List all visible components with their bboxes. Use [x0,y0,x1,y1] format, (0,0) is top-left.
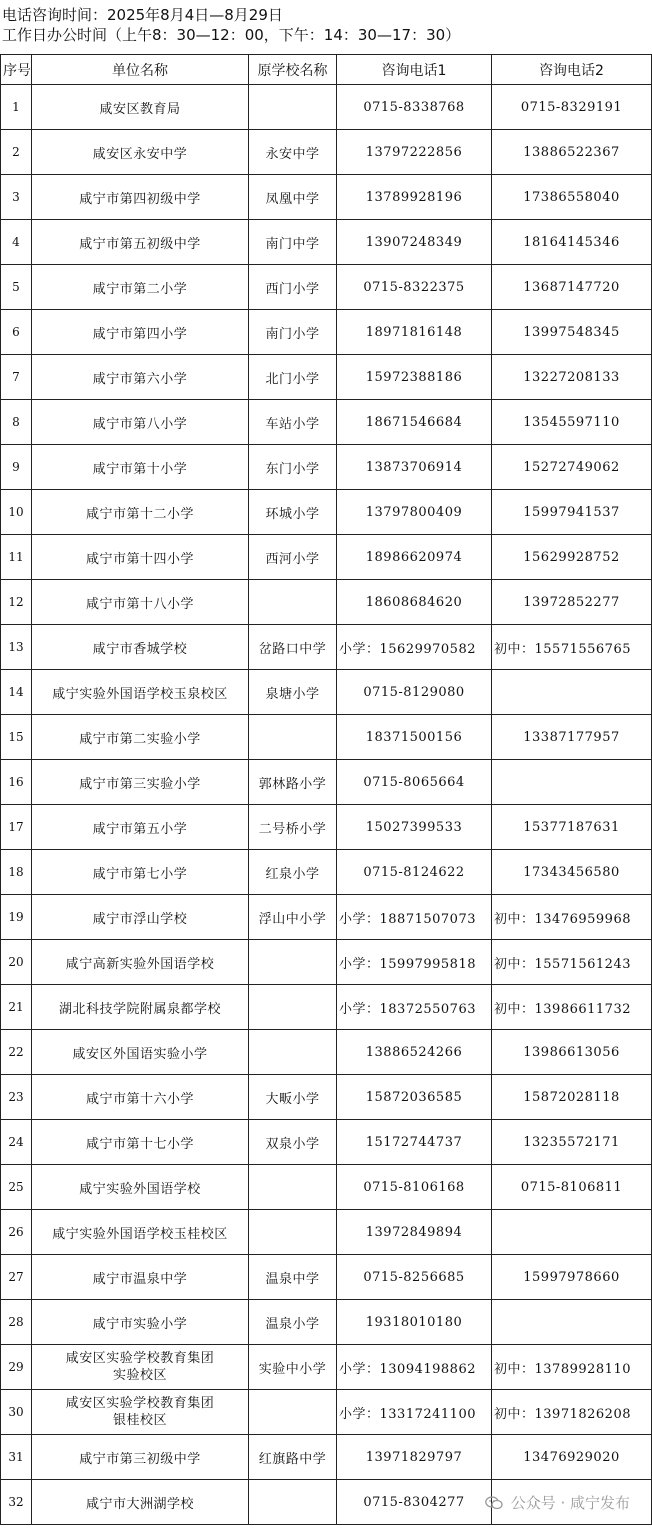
watermark [485,1492,630,1513]
row-seq: 14 [1,670,32,715]
row-seq: 10 [1,490,32,535]
row-seq: 20 [1,940,32,985]
row-unit-name: 咸宁市第二实验小学 [32,715,249,760]
row-original-school: 南门小学 [249,310,337,355]
row-phone-1: 小学：13094198862 [337,1345,492,1390]
row-seq: 22 [1,1030,32,1075]
row-phone-2: 0715-8329191 [492,85,652,130]
row-unit-name: 咸宁市第三初级中学 [32,1435,249,1480]
row-original-school: 西河小学 [249,535,337,580]
row-seq: 11 [1,535,32,580]
row-seq: 18 [1,850,32,895]
row-phone-2: 初中：13971826208 [492,1390,652,1435]
table-header-row [1,55,652,85]
row-unit-name: 咸宁实验外国语学校玉桂校区 [32,1210,249,1255]
row-unit-name: 咸宁实验外国语学校玉泉校区 [32,670,249,715]
row-unit-name: 咸宁市第二小学 [32,265,249,310]
row-phone-2: 初中：13476959968 [492,895,652,940]
row-phone-1: 13886524266 [337,1030,492,1075]
row-phone-2: 初中：13789928110 [492,1345,652,1390]
table-row [1,265,652,310]
row-original-school: 温泉小学 [249,1300,337,1345]
row-original-school: 红泉小学 [249,850,337,895]
row-phone-1: 0715-8322375 [337,265,492,310]
col-header-seq: 序号 [1,55,32,85]
row-phone-1: 0715-8338768 [337,85,492,130]
row-phone-1: 0715-8106168 [337,1165,492,1210]
row-phone-1: 13797222856 [337,130,492,175]
row-unit-name: 咸宁市第十小学 [32,445,249,490]
row-seq: 12 [1,580,32,625]
row-phone-1: 小学：15629970582 [337,625,492,670]
row-phone-1: 小学：13317241100 [337,1390,492,1435]
row-phone-2: 17343456580 [492,850,652,895]
table-row [1,1030,652,1075]
row-seq: 26 [1,1210,32,1255]
row-unit-name: 咸安区永安中学 [32,130,249,175]
row-unit-name: 咸宁市第三实验小学 [32,760,249,805]
row-phone-1: 0715-8304277 [337,1480,492,1525]
row-phone-2: 18164145346 [492,220,652,265]
table-row [1,220,652,265]
row-seq: 21 [1,985,32,1030]
row-seq: 4 [1,220,32,265]
row-original-school: 大畈小学 [249,1075,337,1120]
table-row [1,1300,652,1345]
row-original-school [249,1165,337,1210]
table-row [1,1255,652,1300]
row-unit-name: 咸宁市香城学校 [32,625,249,670]
row-unit-name: 咸宁市第六小学 [32,355,249,400]
table-row [1,850,652,895]
row-original-school: 环城小学 [249,490,337,535]
row-original-school: 实验中小学 [249,1345,337,1390]
row-unit-name: 咸安区教育局 [32,85,249,130]
row-original-school: 车站小学 [249,400,337,445]
row-unit-name: 咸宁市大洲湖学校 [32,1480,249,1525]
row-phone-1: 0715-8065664 [337,760,492,805]
row-unit-name: 咸安区实验学校教育集团 银桂校区 [32,1390,249,1435]
row-phone-2: 15997941537 [492,490,652,535]
row-phone-1: 13907248349 [337,220,492,265]
table-row [1,895,652,940]
consult-time-line: 电话咨询时间：2025年8月4日—8月29日 [2,6,283,24]
row-phone-2 [492,1210,652,1255]
row-unit-name: 咸宁市第五初级中学 [32,220,249,265]
row-original-school: 温泉中学 [249,1255,337,1300]
row-unit-name: 咸宁市实验小学 [32,1300,249,1345]
row-seq: 13 [1,625,32,670]
row-original-school [249,1210,337,1255]
row-seq: 16 [1,760,32,805]
row-seq: 31 [1,1435,32,1480]
table-row [1,1210,652,1255]
row-original-school: 北门小学 [249,355,337,400]
row-phone-1: 0715-8256685 [337,1255,492,1300]
row-original-school [249,715,337,760]
table-row [1,535,652,580]
row-original-school: 岔路口中学 [249,625,337,670]
row-phone-2: 13972852277 [492,580,652,625]
row-phone-2: 15997978660 [492,1255,652,1300]
row-unit-name: 咸宁市第十二小学 [32,490,249,535]
row-phone-2: 15272749062 [492,445,652,490]
row-original-school: 郭林路小学 [249,760,337,805]
row-phone-2: 13545597110 [492,400,652,445]
row-seq: 32 [1,1480,32,1525]
row-phone-1: 小学：15997995818 [337,940,492,985]
col-header-unit: 单位名称 [32,55,249,85]
row-unit-name: 咸安区外国语实验小学 [32,1030,249,1075]
row-phone-2 [492,1300,652,1345]
table-row [1,310,652,355]
col-header-phone-1: 咨询电话1 [337,55,492,85]
row-unit-name: 咸宁市第十四小学 [32,535,249,580]
table-row [1,1075,652,1120]
row-seq: 6 [1,310,32,355]
wechat-icon [485,1496,503,1510]
row-unit-name: 咸宁市第七小学 [32,850,249,895]
row-phone-1: 18986620974 [337,535,492,580]
row-original-school [249,940,337,985]
row-original-school [249,1030,337,1075]
col-header-phone-2: 咨询电话2 [492,55,652,85]
row-phone-2: 初中：15571561243 [492,940,652,985]
row-original-school [249,1390,337,1435]
row-phone-2: 15377187631 [492,805,652,850]
row-phone-2: 15629928752 [492,535,652,580]
row-unit-name: 咸安区实验学校教育集团 实验校区 [32,1345,249,1390]
row-original-school [249,985,337,1030]
table-row [1,625,652,670]
row-phone-1: 13873706914 [337,445,492,490]
table-row [1,445,652,490]
row-seq: 29 [1,1345,32,1390]
row-seq: 3 [1,175,32,220]
table-row [1,985,652,1030]
row-seq: 24 [1,1120,32,1165]
watermark-text: 公众号 · 咸宁发布 [510,1494,630,1512]
row-unit-name: 咸宁市温泉中学 [32,1255,249,1300]
row-unit-name: 咸宁市第十七小学 [32,1120,249,1165]
row-phone-2: 17386558040 [492,175,652,220]
row-seq: 9 [1,445,32,490]
row-original-school: 东门小学 [249,445,337,490]
table-row [1,490,652,535]
row-phone-1: 18971816148 [337,310,492,355]
row-unit-name: 咸宁市第五小学 [32,805,249,850]
row-seq: 1 [1,85,32,130]
row-phone-2: 0715-8106811 [492,1165,652,1210]
row-seq: 5 [1,265,32,310]
row-phone-1: 13972849894 [337,1210,492,1255]
row-phone-1: 18671546684 [337,400,492,445]
row-original-school: 凤凰中学 [249,175,337,220]
row-original-school [249,580,337,625]
row-unit-name: 咸宁市第四小学 [32,310,249,355]
row-seq: 28 [1,1300,32,1345]
row-phone-1: 18371500156 [337,715,492,760]
row-phone-2: 13235572171 [492,1120,652,1165]
table-row [1,355,652,400]
row-unit-name: 咸宁实验外国语学校 [32,1165,249,1210]
row-phone-1: 13789928196 [337,175,492,220]
row-seq: 17 [1,805,32,850]
row-seq: 2 [1,130,32,175]
row-phone-1: 小学：18372550763 [337,985,492,1030]
table-row [1,85,652,130]
row-unit-name: 湖北科技学院附属泉都学校 [32,985,249,1030]
row-original-school: 浮山中小学 [249,895,337,940]
row-phone-1: 0715-8129080 [337,670,492,715]
row-phone-1: 18608684620 [337,580,492,625]
row-unit-name: 咸宁市第十八小学 [32,580,249,625]
row-phone-1: 15027399533 [337,805,492,850]
table-row [1,175,652,220]
row-unit-name: 咸宁市第八小学 [32,400,249,445]
office-hours-line: 工作日办公时间（上午8：30—12：00，下午：14：30—17：30） [2,26,461,44]
row-phone-2 [492,670,652,715]
contact-table [0,54,652,1525]
row-seq: 27 [1,1255,32,1300]
row-original-school: 二号桥小学 [249,805,337,850]
row-seq: 25 [1,1165,32,1210]
row-original-school: 永安中学 [249,130,337,175]
row-phone-2: 13227208133 [492,355,652,400]
table-row [1,1165,652,1210]
table-row [1,760,652,805]
row-phone-2: 13476929020 [492,1435,652,1480]
row-phone-2: 初中：13986611732 [492,985,652,1030]
row-phone-2: 13997548345 [492,310,652,355]
row-unit-name: 咸宁市第十六小学 [32,1075,249,1120]
row-phone-1: 19318010180 [337,1300,492,1345]
row-seq: 30 [1,1390,32,1435]
table-row [1,670,652,715]
table-row [1,940,652,985]
row-phone-1: 13971829797 [337,1435,492,1480]
row-phone-2: 13687147720 [492,265,652,310]
row-phone-2 [492,760,652,805]
table-row [1,1390,652,1435]
row-unit-name: 咸宁市第四初级中学 [32,175,249,220]
table-row [1,580,652,625]
table-row [1,400,652,445]
row-original-school: 泉塘小学 [249,670,337,715]
row-original-school: 双泉小学 [249,1120,337,1165]
table-row [1,1120,652,1165]
table-row [1,1345,652,1390]
row-original-school: 南门中学 [249,220,337,265]
row-phone-2: 15872028118 [492,1075,652,1120]
table-row [1,130,652,175]
table-row [1,805,652,850]
row-original-school [249,85,337,130]
row-phone-1: 15972388186 [337,355,492,400]
row-original-school: 红旗路中学 [249,1435,337,1480]
row-seq: 23 [1,1075,32,1120]
row-original-school [249,1480,337,1525]
row-seq: 19 [1,895,32,940]
table-row [1,715,652,760]
row-original-school: 西门小学 [249,265,337,310]
row-seq: 8 [1,400,32,445]
table-row [1,1435,652,1480]
row-phone-2: 13986613056 [492,1030,652,1075]
row-phone-1: 13797800409 [337,490,492,535]
row-seq: 7 [1,355,32,400]
row-phone-2: 初中：15571556765 [492,625,652,670]
row-phone-1: 小学：18871507073 [337,895,492,940]
row-phone-1: 15872036585 [337,1075,492,1120]
row-phone-1: 0715-8124622 [337,850,492,895]
row-phone-1: 15172744737 [337,1120,492,1165]
row-phone-2: 13387177957 [492,715,652,760]
row-unit-name: 咸宁高新实验外国语学校 [32,940,249,985]
row-seq: 15 [1,715,32,760]
row-phone-2: 13886522367 [492,130,652,175]
col-header-original-school: 原学校名称 [249,55,337,85]
row-unit-name: 咸宁市浮山学校 [32,895,249,940]
